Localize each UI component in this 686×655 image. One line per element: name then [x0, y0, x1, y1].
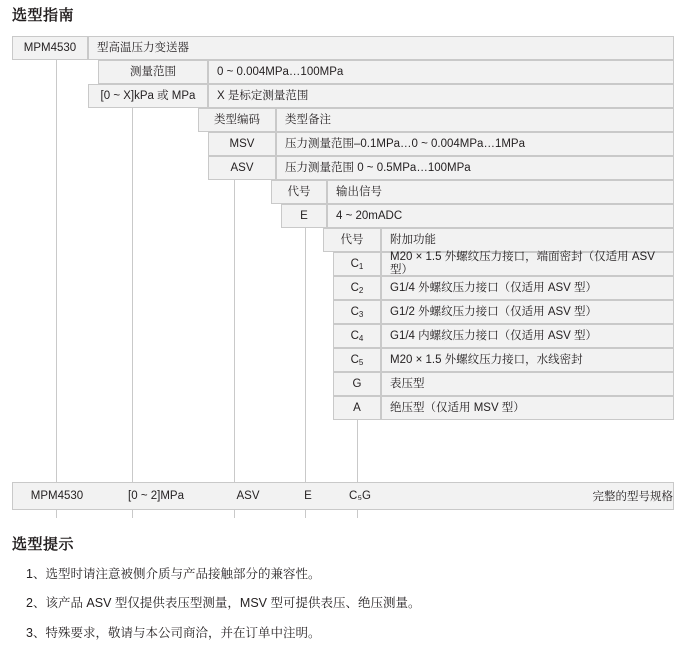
type-header-note-text: 类型备注 [285, 113, 331, 126]
type-code-cell-msv [208, 132, 276, 156]
option-header-code-cell [323, 228, 381, 252]
option-note-cell-c4 [381, 324, 674, 348]
option-note-cell-c3 [381, 300, 674, 324]
list-item: 3、特殊要求，敬请与本公司商洽，并在订单中注明。 [26, 625, 321, 640]
option-note-text-c1: M20 × 1.5 外螺纹压力接口，端面密封（仅适用 ASV 型） [390, 251, 655, 276]
option-note-text-g: 表压型 [390, 377, 425, 390]
type-note-text-msv: 压力测量范围–0.1MPa…0 ~ 0.004MPa…1MPa [285, 137, 525, 150]
option-code-text-g: G [352, 377, 362, 390]
option-code-text-c5: C [350, 353, 359, 366]
option-code-cell-c2 [333, 276, 381, 300]
option-header-note-text: 附加功能 [390, 233, 436, 246]
option-code-text-c3: C [350, 305, 359, 318]
option-code-text-c1: C [350, 257, 359, 270]
option-note-cell-c5 [381, 348, 674, 372]
type-code-cell-asv [208, 156, 276, 180]
signal-header-code-cell [271, 180, 327, 204]
option-note-cell-c2 [381, 276, 674, 300]
option-code-text-c4: C [350, 329, 359, 342]
signal-code-cell-e [281, 204, 327, 228]
summary-signal: E [304, 490, 312, 502]
option-note-text-c2: G1/4 外螺纹压力接口（仅适用 ASV 型） [390, 281, 598, 294]
model-selection-diagram [12, 36, 674, 516]
range-label-cell [98, 60, 208, 84]
unit-label-text: [0 ~ X]kPa 或 MPa [100, 89, 196, 102]
connector-line-model [56, 60, 57, 518]
option-note-cell-g [381, 372, 674, 396]
option-code-cell-c3 [333, 300, 381, 324]
connector-line-type [234, 144, 235, 518]
model-code-text: MPM4530 [23, 41, 77, 54]
option-note-text-a: 绝压型（仅适用 MSV 型） [390, 401, 525, 414]
signal-header-code-text: 代号 [287, 185, 311, 198]
option-note-cell-c1 [381, 252, 674, 276]
signal-header-note-cell [327, 180, 674, 204]
option-note-text-c4: G1/4 内螺纹压力接口（仅适用 ASV 型） [390, 329, 598, 342]
summary-range: [0 ~ 2]MPa [128, 490, 184, 502]
option-header-code-text: 代号 [340, 233, 364, 246]
option-code-sub-c1: 1 [358, 261, 364, 271]
unit-value-cell [208, 84, 674, 108]
option-code-cell-c4 [333, 324, 381, 348]
option-note-text-c5: M20 × 1.5 外螺纹压力接口，水线密封 [390, 353, 583, 366]
model-desc-text: 型高温压力变送器 [97, 41, 189, 54]
type-header-code-text: 类型编码 [214, 113, 260, 126]
page-title-selection-guide: 选型指南 [12, 7, 75, 24]
summary-model: MPM4530 [30, 490, 84, 502]
range-value-text: 0 ~ 0.004MPa…100MPa [217, 65, 344, 78]
type-code-text-asv: ASV [230, 161, 254, 174]
model-desc-cell [88, 36, 674, 60]
signal-header-note-text: 输出信号 [336, 185, 382, 198]
type-note-cell-msv [276, 132, 674, 156]
selection-tips-list [26, 566, 666, 654]
type-note-cell-asv [276, 156, 674, 180]
option-note-text-c3: G1/2 外螺纹压力接口（仅适用 ASV 型） [390, 305, 598, 318]
summary-label: 完整的型号规格 [592, 491, 673, 503]
option-code-sub-c5: 5 [358, 357, 364, 367]
option-header-note-cell [381, 228, 674, 252]
model-code-cell [12, 36, 88, 60]
option-code-sub-c2: 2 [358, 285, 364, 295]
option-code-sub-c4: 4 [358, 333, 364, 343]
option-note-cell-a [381, 396, 674, 420]
unit-value-text: X 是标定测量范围 [217, 89, 309, 102]
option-code-cell-a [333, 396, 381, 420]
range-value-cell [208, 60, 674, 84]
signal-note-cell-e [327, 204, 674, 228]
type-header-code-cell [198, 108, 276, 132]
connector-line-range [132, 84, 133, 518]
unit-label-cell [88, 84, 208, 108]
type-note-text-asv: 压力测量范围 0 ~ 0.5MPa…100MPa [285, 161, 471, 174]
option-code-cell-g [333, 372, 381, 396]
option-code-sub-c3: 3 [358, 309, 364, 319]
option-code-cell-c5 [333, 348, 381, 372]
type-header-note-cell [276, 108, 674, 132]
range-label-text: 测量范围 [130, 65, 176, 78]
option-code-text-a: A [353, 401, 361, 414]
summary-type: ASV [236, 490, 260, 502]
page-title-selection-tips: 选型提示 [12, 536, 75, 553]
signal-note-text-e: 4 ~ 20mADC [336, 209, 403, 222]
option-code-cell-c1 [333, 252, 381, 276]
type-code-text-msv: MSV [229, 137, 255, 150]
signal-code-text-e: E [300, 209, 308, 222]
list-item: 2、该产品 ASV 型仅提供表压型测量，MSV 型可提供表压、绝压测量。 [26, 596, 421, 611]
list-item: 1、选型时请注意被侧介质与产品接触部分的兼容性。 [26, 567, 321, 581]
summary-option: C₅G [349, 490, 371, 502]
summary-row [12, 482, 674, 510]
connector-line-signal [305, 216, 306, 518]
option-code-text-c2: C [350, 281, 359, 294]
